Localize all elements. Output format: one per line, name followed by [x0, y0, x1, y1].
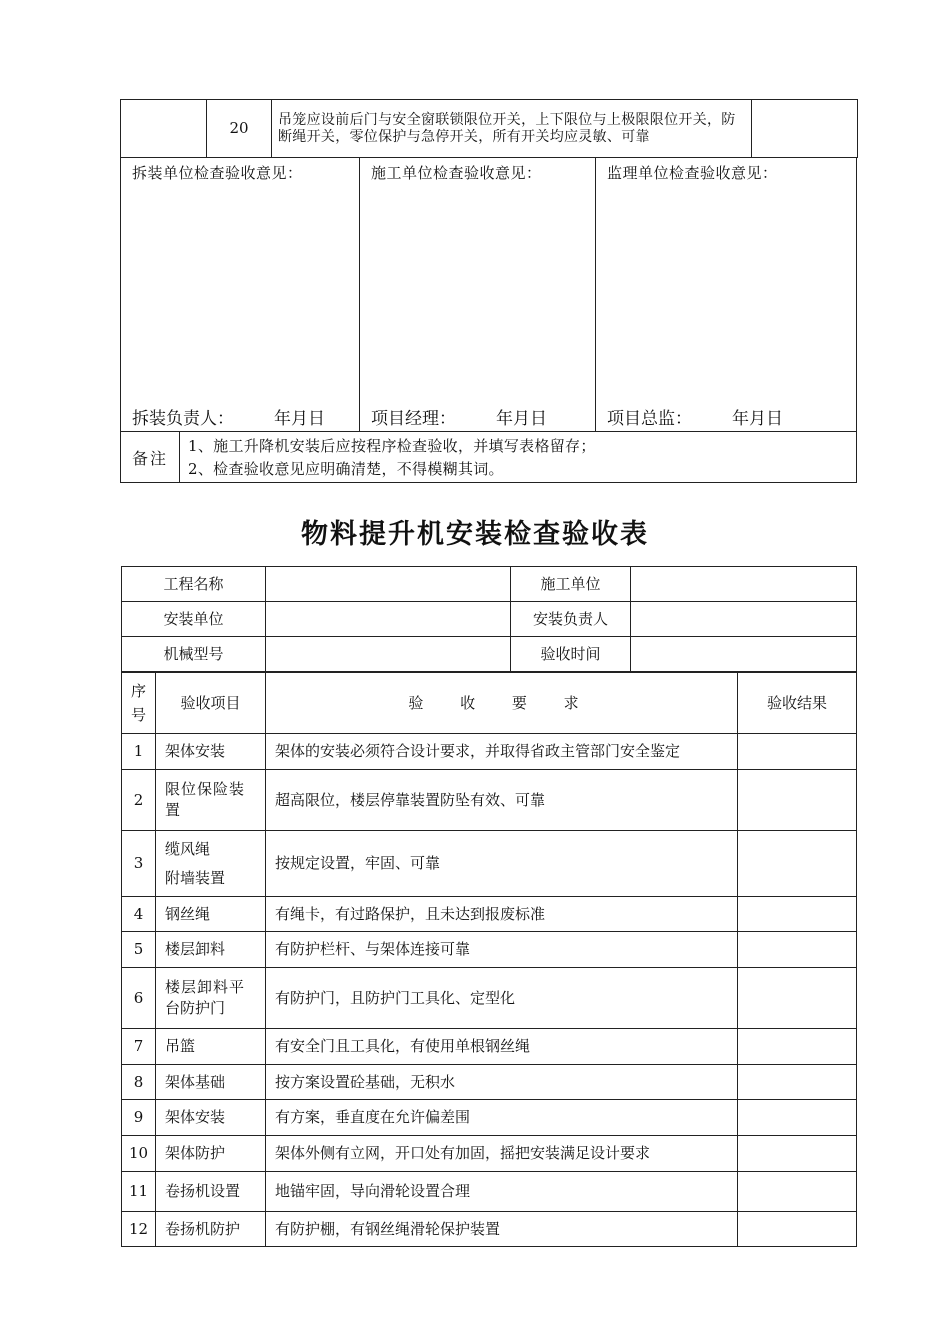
- item-name: 限位保险装 置: [156, 770, 266, 831]
- construction-unit-field[interactable]: [631, 567, 857, 602]
- signer-label: 拆装负责人：: [132, 409, 234, 429]
- item-requirement: 架体的安装必须符合设计要求，并取得省政主管部门安全鉴定: [266, 734, 738, 770]
- date-label: 年月日: [732, 409, 783, 429]
- remarks-label: 备注: [121, 432, 180, 482]
- item-name: 吊篮: [156, 1029, 266, 1065]
- table-row: [122, 1172, 857, 1212]
- table-row: [122, 897, 857, 932]
- item-number: 4: [122, 897, 156, 932]
- item-name: 卷扬机防护: [156, 1212, 266, 1247]
- item-result-field[interactable]: [738, 1065, 857, 1100]
- item-number: 10: [122, 1136, 156, 1172]
- item-requirement: 按方案设置砼基础，无积水: [266, 1065, 738, 1100]
- date-label: 年月日: [274, 409, 325, 429]
- table-row: [122, 831, 857, 897]
- installation-unit-field[interactable]: [266, 602, 511, 637]
- item-result-field[interactable]: [738, 1172, 857, 1212]
- item-result-field[interactable]: [738, 1212, 857, 1247]
- project-info-table: [121, 566, 857, 672]
- acceptance-time-field[interactable]: [631, 637, 857, 672]
- signature-line: [371, 404, 547, 429]
- table-row: [122, 602, 857, 637]
- item-name: 楼层卸料平 台防护门: [156, 968, 266, 1029]
- item-result-field[interactable]: [738, 1029, 857, 1065]
- item-number: 2: [122, 770, 156, 831]
- empty-cell: [121, 100, 207, 158]
- item-requirement: 有方案，垂直度在允许偏差围: [266, 1100, 738, 1136]
- item-number: 5: [122, 932, 156, 968]
- item-number: 9: [122, 1100, 156, 1136]
- column-header-requirement: 验 收 要 求: [266, 673, 738, 734]
- item-number: 12: [122, 1212, 156, 1247]
- table-row: [122, 770, 857, 831]
- item-requirement: 超高限位，楼层停靠装置防坠有效、可靠: [266, 770, 738, 831]
- item-name: 架体安装: [156, 1100, 266, 1136]
- result-cell: [752, 100, 858, 158]
- item-result-field[interactable]: [738, 932, 857, 968]
- item-name: 钢丝绳: [156, 897, 266, 932]
- item-name: 架体安装: [156, 734, 266, 770]
- opinion-construction-unit: [359, 158, 595, 431]
- opinion-heading: 拆装单位检查验收意见：: [132, 164, 303, 182]
- opinion-supervision-unit: [595, 158, 856, 431]
- item-number: 1: [122, 734, 156, 770]
- item-number: 7: [122, 1029, 156, 1065]
- item-requirement: 有防护门，且防护门工具化、定型化: [266, 968, 738, 1029]
- page-title: 物料提升机安装检查验收表: [301, 519, 649, 550]
- inspection-items-table: [121, 672, 857, 1247]
- table-row: [122, 567, 857, 602]
- inspection-opinions: [120, 157, 857, 432]
- installation-unit-label: 安装单位: [122, 602, 266, 637]
- table-row: [122, 1029, 857, 1065]
- project-name-field[interactable]: [266, 567, 511, 602]
- item-result-field[interactable]: [738, 734, 857, 770]
- item-requirement: 有防护棚，有钢丝绳滑轮保护装置: [266, 1212, 738, 1247]
- previous-form-row-table: [120, 99, 858, 158]
- table-row: [122, 1100, 857, 1136]
- opinion-heading: 施工单位检查验收意见：: [371, 164, 542, 182]
- item-number: 3: [122, 831, 156, 897]
- table-row: [122, 637, 857, 672]
- installation-manager-label: 安装负责人: [511, 602, 631, 637]
- item-number: 11: [122, 1172, 156, 1212]
- column-header-item: 验收项目: [156, 673, 266, 734]
- signature-line: [607, 404, 783, 429]
- table-row: [122, 968, 857, 1029]
- date-label: 年月日: [496, 409, 547, 429]
- acceptance-time-label: 验收时间: [511, 637, 631, 672]
- opinion-dismantling-unit: [121, 158, 359, 431]
- item-requirement: 有安全门且工具化，有使用单根钢丝绳: [266, 1029, 738, 1065]
- table-header-row: [122, 673, 857, 734]
- table-row: [122, 932, 857, 968]
- construction-unit-label: 施工单位: [511, 567, 631, 602]
- item-requirement: 地锚牢固，导向滑轮设置合理: [266, 1172, 738, 1212]
- item-result-field[interactable]: [738, 770, 857, 831]
- project-name-label: 工程名称: [122, 567, 266, 602]
- table-row: [122, 1065, 857, 1100]
- row-number: 20: [207, 100, 272, 158]
- item-name: 架体防护: [156, 1136, 266, 1172]
- item-result-field[interactable]: [738, 897, 857, 932]
- signer-label: 项目经理：: [371, 409, 456, 429]
- signature-line: [132, 404, 325, 429]
- item-number: 8: [122, 1065, 156, 1100]
- item-name: 架体基础: [156, 1065, 266, 1100]
- item-requirement: 有绳卡，有过路保护，且未达到报废标准: [266, 897, 738, 932]
- item-requirement: 架体外侧有立网，开口处有加固，摇把安装满足设计要求: [266, 1136, 738, 1172]
- machine-model-field[interactable]: [266, 637, 511, 672]
- item-name: 卷扬机设置: [156, 1172, 266, 1212]
- remark-line: 1、施工升降机安装后应按程序检查验收，并填写表格留存；: [188, 437, 596, 455]
- item-result-field[interactable]: [738, 968, 857, 1029]
- table-row: [122, 1136, 857, 1172]
- column-header-number: 序 号: [122, 673, 156, 734]
- item-result-field[interactable]: [738, 831, 857, 897]
- remarks-block: [120, 431, 857, 483]
- item-result-field[interactable]: [738, 1136, 857, 1172]
- item-requirement: 按规定设置，牢固、可靠: [266, 831, 738, 897]
- table-row: [121, 100, 858, 158]
- table-row: [122, 734, 857, 770]
- signer-label: 项目总监：: [607, 409, 692, 429]
- item-name: 楼层卸料: [156, 932, 266, 968]
- item-number: 6: [122, 968, 156, 1029]
- item-requirement: 有防护栏杆、与架体连接可靠: [266, 932, 738, 968]
- opinion-heading: 监理单位检查验收意见：: [607, 164, 778, 182]
- item-name: 缆风绳 附墙装置: [156, 831, 266, 897]
- machine-model-label: 机械型号: [122, 637, 266, 672]
- remark-line: 2、检查验收意见应明确清楚，不得模糊其词。: [188, 460, 504, 478]
- remarks-lines: [180, 432, 596, 482]
- requirement-text: 吊笼应设前后门与安全窗联锁限位开关，上下限位与上极限限位开关，防断绳开关，零位保护与急停开关，所有开关均应灵敏、可靠: [272, 100, 752, 158]
- column-header-result: 验收结果: [738, 673, 857, 734]
- installation-manager-field[interactable]: [631, 602, 857, 637]
- table-row: [122, 1212, 857, 1247]
- item-result-field[interactable]: [738, 1100, 857, 1136]
